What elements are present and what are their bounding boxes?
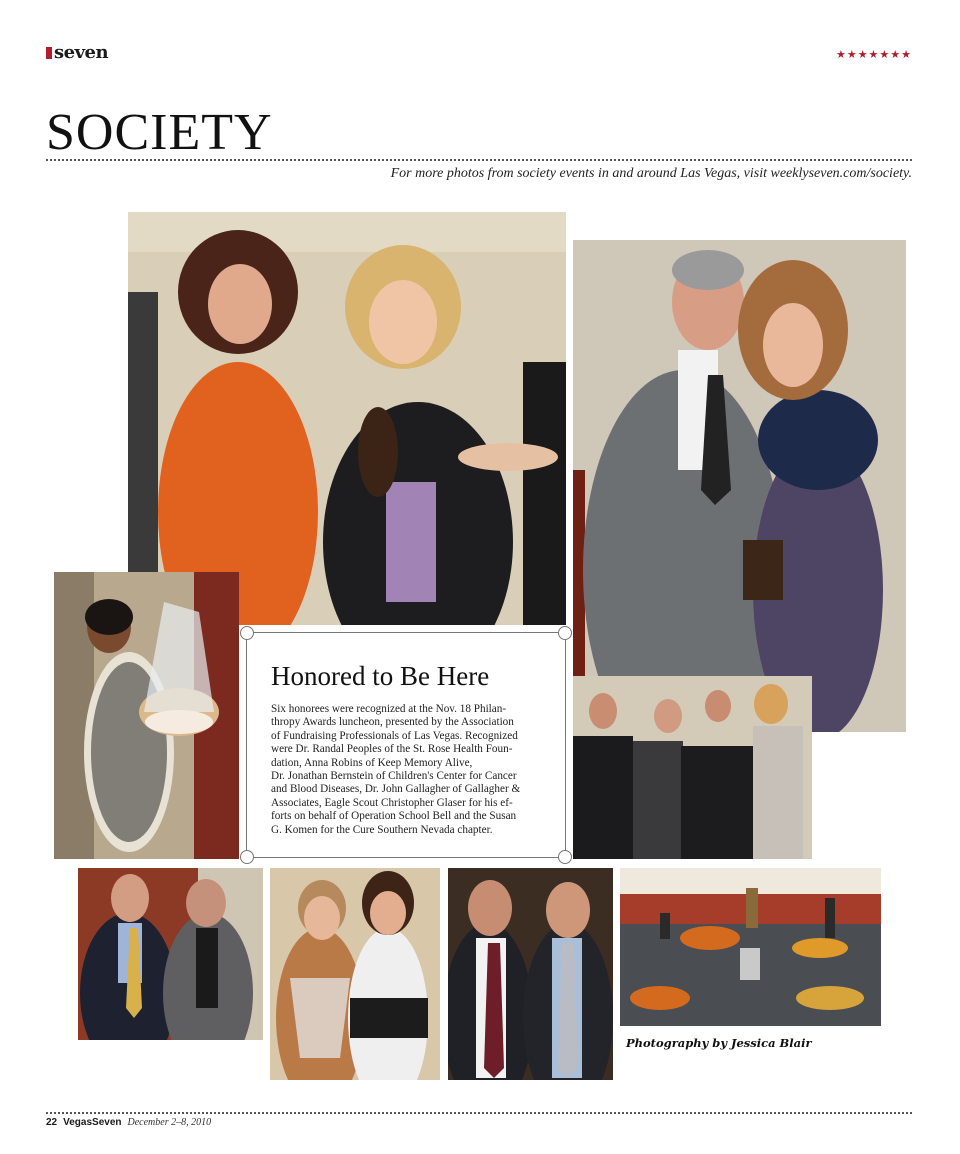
logo-text: seven [54,42,109,63]
magazine-logo [46,44,108,62]
logo-mark [46,47,52,59]
corner-notch [240,626,254,640]
page-footer [46,1117,211,1128]
story-line: were Dr. Randal Peoples of the St. Rose Health Foun- [271,743,513,756]
story-box [246,632,566,858]
story-line: and Blood Diseases, Dr. John Gallagher of Gallagher & [271,783,521,796]
story-line: of Fundraising Professionals of Las Vegas. Recognized [271,729,518,742]
story-line: Six honorees were recognized at the Nov. 18 Philan- [271,703,507,715]
section-tagline: For more photos from society events in and around Las Vegas, visit weeklyseven.com/society. [390,166,912,181]
photo-trophies-table [620,868,881,1026]
story-line: Associates, Eagle Scout Christopher Glaser for his ef- [271,796,513,809]
story-line: dation, Anna Robins of Keep Memory Alive, [271,756,473,769]
issue-date: December 2–8, 2010 [127,1117,212,1128]
story-line: G. Komen for the Cure Southern Nevada chapter. [271,823,493,836]
section-title: SOCIETY [46,104,273,161]
story-line: forts on behalf of Operation School Bell and the Susan [271,810,517,823]
photo-woman-gift-basket [54,572,239,859]
corner-notch [240,850,254,864]
rating-stars: ★★★★★★★ [835,48,912,61]
corner-notch [558,850,572,864]
photo-man-woman-award [573,240,906,732]
corner-notch [558,626,572,640]
story-line: Dr. Jonathan Bernstein of Children's Center for Cancer [271,770,517,783]
story-line: thropy Awards luncheon, presented by the Association [271,716,514,729]
story-body [271,703,545,837]
photo-podium-group [573,676,812,859]
photo-credit: Photography by Jessica Blair [626,1036,812,1050]
photo-two-women [270,868,440,1080]
photo-two-women-award [128,212,566,625]
footer-rule [46,1112,912,1114]
page-number: 22 [46,1117,58,1128]
publication-name: VegasSeven [63,1117,122,1128]
photo-two-men [78,868,263,1040]
header-rule [46,159,912,161]
story-headline: Honored to Be Here [271,661,490,691]
photo-two-men-suits [448,868,613,1080]
